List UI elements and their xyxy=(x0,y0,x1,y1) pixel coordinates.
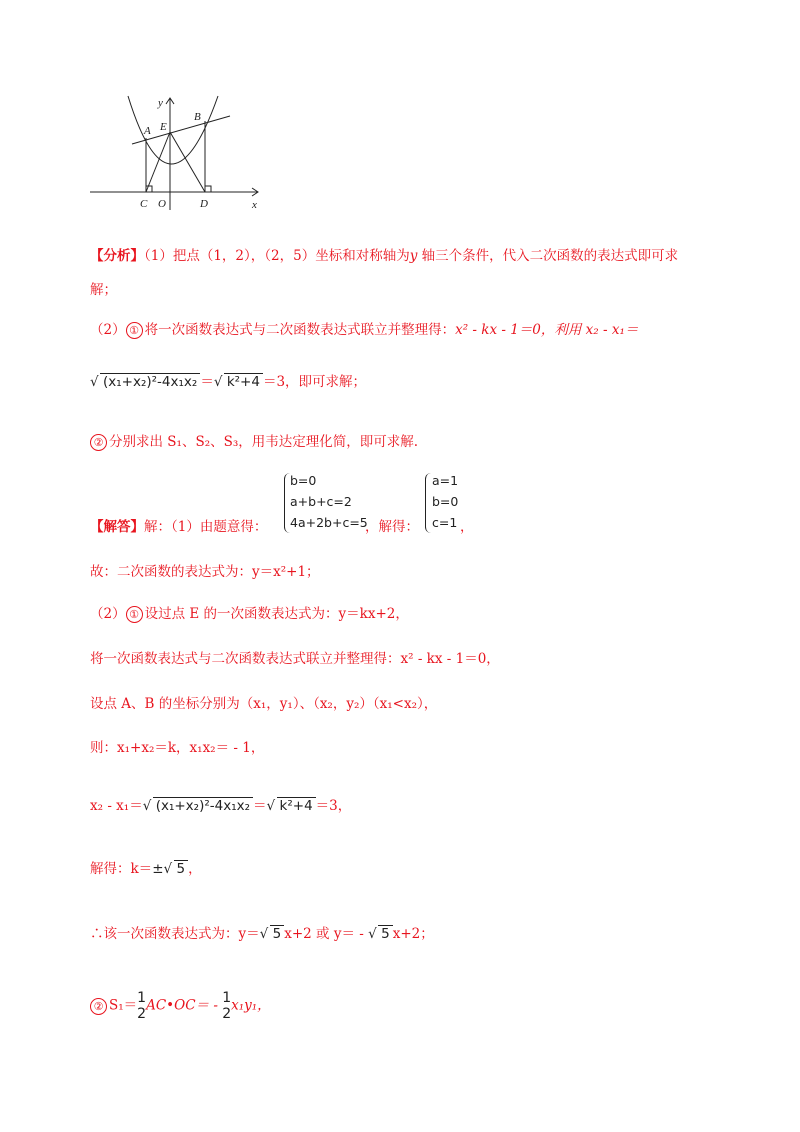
sqrt-five: √ 5 xyxy=(164,860,189,878)
label-A: A xyxy=(144,125,151,137)
label-E: E xyxy=(160,121,167,133)
solution-part2: （2） ① 设过点 E 的一次函数表达式为：y＝kx+2， xyxy=(90,606,409,622)
solution-k: 解得：k＝± √ 5 ， xyxy=(90,861,202,877)
analysis-line-5: ② 分别求出 S₁、S₂、S₃，用韦达定理化简，即可求解. xyxy=(90,433,418,451)
sqrt-expression: √ (x₁+x₂)²-4x₁x₂ xyxy=(143,797,253,815)
solution-combine: 将一次函数表达式与二次函数表达式联立并整理得：x² - kx - 1＝0， xyxy=(90,651,500,667)
label-C: C xyxy=(140,198,148,210)
analysis-tag: 【分析】 xyxy=(90,248,144,264)
sqrt-five: √ 5 xyxy=(368,925,393,943)
parabola-figure xyxy=(88,92,268,212)
sqrt-expression: √ (x₁+x₂)²-4x₁x₂ xyxy=(90,373,200,391)
circled-one-icon: ① xyxy=(126,322,143,339)
circled-one-icon: ① xyxy=(126,606,143,623)
circled-two-icon: ② xyxy=(90,434,107,451)
solution-diff: x₂ - x₁＝ √ (x₁+x₂)²-4x₁x₂ ＝ √ k²+4 ＝3， xyxy=(90,798,352,814)
solution-intro: 【解答】解：（1）由题意得： xyxy=(90,519,268,535)
label-y: y xyxy=(158,97,163,109)
fraction-half: 1 2 xyxy=(222,990,232,1022)
label-O: O xyxy=(158,198,166,210)
analysis-line-4: √ (x₁+x₂)²-4x₁x₂ ＝ √ k²+4 ＝3，即可求解； xyxy=(90,374,367,390)
analysis-line-2: 解； xyxy=(90,282,117,298)
sqrt-expression-2: √ k²+4 xyxy=(214,373,263,391)
label-x: x xyxy=(252,199,257,211)
sqrt-five: √ 5 xyxy=(260,925,285,943)
solution-conclusion: ∴该一次函数表达式为：y＝ √ 5 x+2 或 y＝ - √ 5 x+2； xyxy=(90,926,434,942)
brace-left-2 xyxy=(425,473,431,533)
solution-s1: ② S₁＝ 1 2 AC•OC＝ - 1 2 x₁y₁， xyxy=(90,990,271,1022)
label-D: D xyxy=(200,198,208,210)
analysis-line-1: 【分析】（1）把点（1，2），（2，5）坐标和对称轴为y 轴三个条件，代入二次函数的表达式即可求 xyxy=(90,248,679,264)
solve-label: ，解得： xyxy=(365,519,419,535)
equation-system-2: a=1 b=0 c=1 xyxy=(432,473,459,530)
sqrt-expression-2: √ k²+4 xyxy=(267,797,316,815)
solution-coords: 设点 A、B 的坐标分别为（x₁，y₁）、（x₂，y₂）（x₁<x₂）， xyxy=(90,696,438,712)
label-B: B xyxy=(194,111,201,123)
circled-two-icon: ② xyxy=(90,998,107,1015)
solution-vieta: 则：x₁+x₂＝k，x₁x₂＝ - 1， xyxy=(90,740,265,756)
solution-tag: 【解答】 xyxy=(90,519,144,535)
fraction-half: 1 2 xyxy=(137,990,147,1022)
solution-therefore: 故：二次函数的表达式为：y＝x²+1； xyxy=(90,564,320,580)
equation-system-1: b=0 a+b+c=2 4a+2b+c=5 xyxy=(290,473,368,530)
analysis-line-3: （2） ① 将一次函数表达式与二次函数表达式联立并整理得：x² - kx - 1＝0，利用 x₂ - x₁＝ xyxy=(90,322,639,338)
